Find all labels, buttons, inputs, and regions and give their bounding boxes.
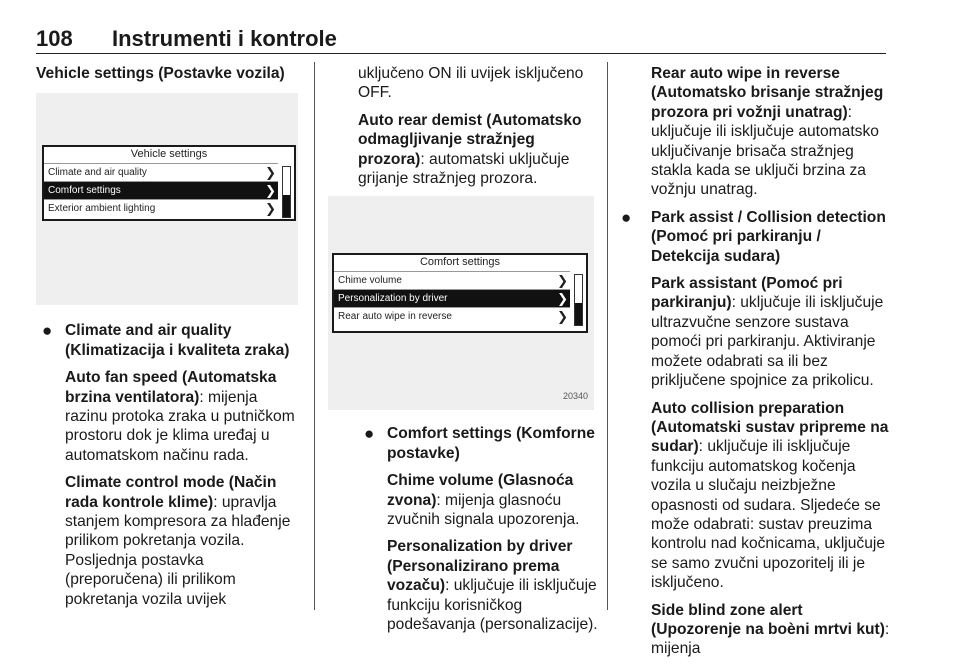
screen-title: Comfort settings	[419, 256, 501, 269]
chevron-right-icon: ❯	[265, 165, 276, 181]
menu-item-label: Personalization by driver	[338, 293, 448, 305]
term: Chime volume (Glasnoća zvona)	[387, 472, 574, 509]
scrollbar[interactable]	[282, 166, 291, 218]
chevron-right-icon: ❯	[557, 273, 568, 289]
column-divider	[314, 62, 315, 610]
paragraph: Park assistant (Pomoć pri parkiranju): uključuje ili isključuje ultrazvučne senzore sustava pomoći pri parkiranju. Aktiviranje možete odabrati sa ili bez priključene spojnice za prikolicu.	[651, 275, 884, 390]
paragraph: Climate control mode (Način rada kontrole klime): upravlja stanjem kompresora za hlađenje prilikom pokretanja vozila. Posljednja postavka (preporučena) ili prilikom pokretanja vozila uvijek	[65, 474, 291, 608]
bullet-icon: ●	[621, 207, 632, 227]
scrollbar[interactable]	[574, 274, 583, 326]
menu-item-selected[interactable]	[334, 289, 570, 307]
figure-code: 20340	[562, 391, 588, 402]
paragraph: Rear auto wipe in reverse (Automatsko brisanje stražnjeg prozora pri vožnji unatrag): uključuje ili isključuje automatsko uključivanje brisača stražnjeg stakla kada se uključi brzina za vožnju unatrag.	[651, 65, 884, 199]
page-header	[36, 26, 886, 54]
bullet-section	[36, 321, 300, 609]
paragraph: Personalization by driver (Personalizirano prema vozaču): uključuje ili isključuje funkciju korisničkog podešavanja (personalizacije).	[387, 538, 598, 634]
display-screen	[332, 253, 588, 333]
menu-item[interactable]	[334, 271, 570, 289]
term: Park assistant (Pomoć pri parkiranju)	[651, 275, 843, 312]
paragraph: Auto fan speed (Automatska brzina ventilatora): mijenja razinu protoka zraka u putničkom prostoru dok je klima uređaj u automatskom načinu rada.	[65, 369, 295, 464]
bullet-section	[621, 207, 891, 659]
term: Climate control mode (Način rada kontrole klime)	[65, 474, 277, 511]
term: Rear auto wipe in reverse (Automatsko brisanje stražnjeg prozora pri vožnji unatrag)	[651, 65, 884, 121]
paragraph: Chime volume (Glasnoća zvona): mijenja glasnoću zvučnih signala upozorenja.	[387, 472, 580, 529]
paragraph: Auto rear demist (Automatsko odmagljivanje stražnjeg prozora): automatski uključuje grijanje stražnjeg prozora.	[358, 111, 582, 188]
menu-item[interactable]	[334, 307, 570, 325]
paragraph: Side blind zone alert (Upozorenje na boèni mrtvi kut): mijenja	[651, 601, 890, 658]
bullet-section	[358, 424, 598, 634]
column-divider	[607, 62, 608, 610]
bullet-title: Park assist / Collision detection (Pomoć pri parkiranju / Detekcija sudara)	[651, 208, 886, 265]
chevron-right-icon: ❯	[265, 183, 276, 199]
menu-item-label: Chime volume	[338, 275, 402, 287]
menu-item-label: Climate and air quality	[48, 167, 147, 179]
term: Side blind zone alert (Upozorenje na boèni mrtvi kut)	[651, 601, 885, 638]
paragraph: uključeno ON ili uvijek isključeno OFF.	[358, 65, 584, 102]
column-1	[36, 64, 300, 617]
menu-item[interactable]	[44, 199, 278, 217]
paragraph: Auto collision preparation (Automatski sustav pripreme na sudar): uključuje ili isključuje funkciju automatskog kočenja vozila u slučaju neizbježne opasnosti od sudara. Sljedeće se može odabrati: sustav preuzima kontrolu nad kočnicama, uključuje se samo zvučni upozoritelj ili je isključeno.	[651, 399, 889, 592]
chevron-right-icon: ❯	[265, 201, 276, 217]
column-3	[621, 64, 891, 667]
term: Auto rear demist (Automatsko odmagljivanje stražnjeg prozora)	[358, 111, 582, 168]
menu-item-label: Rear auto wipe in reverse	[338, 311, 452, 323]
display-screen	[42, 145, 296, 221]
menu-item[interactable]	[44, 163, 278, 181]
term: Personalization by driver (Personalizirano prema vozaču)	[387, 538, 573, 595]
section-heading: Vehicle settings (Postavke vozila)	[36, 65, 285, 82]
column-2	[338, 64, 598, 643]
screen-title: Vehicle settings	[130, 148, 208, 161]
scrollbar-thumb[interactable]	[575, 303, 582, 325]
vehicle-settings-figure	[36, 93, 298, 305]
bullet-title: Climate and air quality (Klimatizacija i kvaliteta zraka)	[65, 322, 290, 359]
bullet-icon: ●	[42, 321, 53, 341]
page-number: 108	[36, 26, 73, 51]
menu-item-label: Comfort settings	[48, 185, 121, 197]
chevron-right-icon: ❯	[557, 291, 568, 307]
menu-item-label: Exterior ambient lighting	[48, 203, 156, 215]
comfort-settings-figure	[328, 196, 594, 410]
term: Auto fan speed (Automatska brzina ventilatora)	[65, 369, 277, 406]
page-title: Instrumenti i kontrole	[112, 26, 337, 51]
bullet-title: Comfort settings (Komforne postavke)	[387, 425, 595, 462]
scrollbar-thumb[interactable]	[283, 195, 290, 217]
term: Auto collision preparation (Automatski sustav pripreme na sudar)	[651, 399, 889, 456]
bullet-icon: ●	[364, 424, 375, 444]
menu-item-selected[interactable]	[44, 181, 278, 199]
chevron-right-icon: ❯	[557, 309, 568, 325]
